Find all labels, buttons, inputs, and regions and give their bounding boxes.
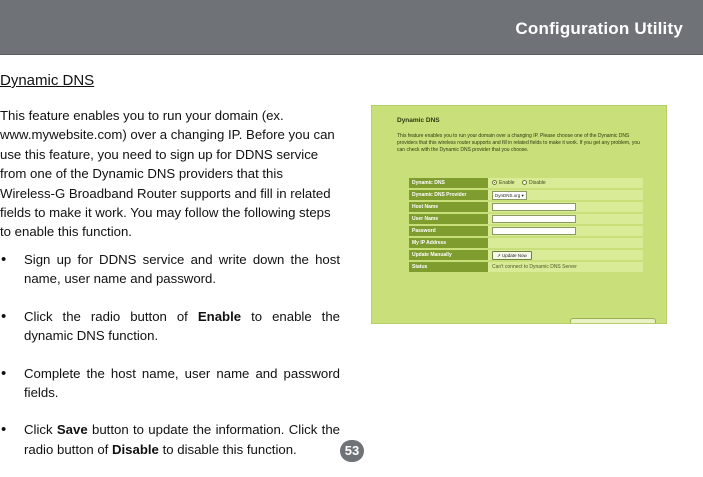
user-name-label: User Name: [409, 214, 488, 224]
table-row: [409, 190, 643, 200]
step-bold: Disable: [111, 441, 159, 457]
table-row: [409, 250, 643, 260]
step-item: [0, 420, 340, 459]
password-label: Password: [409, 226, 488, 236]
step-item: [0, 250, 340, 289]
status-label: Status: [409, 262, 488, 272]
bullet-icon: •: [1, 364, 7, 382]
step-text: Sign up for DDNS service and write down the host name, user name and password.: [24, 252, 340, 287]
enable-radio-label: Enable: [499, 179, 515, 186]
disable-radio-label: Disable: [528, 179, 546, 186]
table-row: [409, 238, 643, 248]
status-value: Can't connect to Dynamic DNS Server: [488, 262, 643, 272]
page-header: [0, 0, 703, 55]
ddns-screenshot: [371, 105, 667, 324]
user-name-value: [488, 214, 643, 224]
step-text: Click: [24, 422, 57, 438]
provider-value: [488, 190, 643, 200]
dynamic-dns-label: Dynamic DNS: [409, 178, 488, 188]
update-manually-label: Update Manually: [409, 250, 488, 260]
step-item: [0, 364, 340, 403]
update-manually-value: [488, 250, 643, 260]
enable-radio[interactable]: [492, 180, 497, 185]
chevron-down-icon: ▾: [521, 192, 524, 198]
my-ip-value: [488, 238, 643, 248]
bullet-icon: •: [1, 421, 7, 439]
step-text: Complete the host name, user name and password fields.: [24, 365, 340, 401]
dynamic-dns-value: [488, 178, 643, 188]
password-input[interactable]: [492, 227, 576, 235]
update-now-button[interactable]: [492, 251, 532, 260]
section-title: Dynamic DNS: [0, 72, 95, 89]
screenshot-title: Dynamic DNS: [397, 117, 440, 124]
step-bold: Enable: [197, 308, 242, 324]
screenshot-description: This feature enables you to run your domain over a changing IP. Please choose one of the Dynamic DNS providers that this wireless router supports and fill in related fields to make it work. If you get any problem, you can check with the Dynamic DNS provider that you choose.: [397, 133, 640, 153]
step-text: button to update the information. Click the radio button of: [24, 422, 340, 457]
table-row: [409, 226, 643, 236]
host-name-value: [488, 202, 643, 212]
provider-select[interactable]: [492, 191, 527, 200]
password-value: [488, 226, 643, 236]
host-name-input[interactable]: [492, 203, 576, 211]
steps-list: [0, 250, 340, 477]
provider-label: Dynamic DNS Provider: [409, 190, 488, 200]
table-row: [409, 202, 643, 212]
disable-radio[interactable]: [522, 180, 527, 185]
step-item: [0, 307, 340, 346]
page-number-badge: 53: [340, 440, 364, 462]
arrow-icon: ➚: [497, 252, 501, 258]
table-row: [409, 262, 643, 272]
bullet-icon: •: [1, 251, 7, 268]
step-text: to disable this function.: [158, 441, 297, 457]
table-row: [409, 178, 643, 188]
user-name-input[interactable]: [492, 215, 576, 223]
table-row: [409, 214, 643, 224]
bullet-icon: •: [1, 307, 7, 325]
step-text: to enable the dynamic DNS function.: [24, 308, 340, 344]
host-name-label: Host Name: [409, 202, 488, 212]
screenshot-footer-button[interactable]: [570, 318, 656, 324]
intro-paragraph: This feature enables you to run your domain (ex. www.mywebsite.com) over a changing IP. Before you can use this feature, you need to sign up for DDNS service from one of the Dynamic DNS providers that this Wireless-G Broadband Router supports and fill in related fields to make it work. You may follow the following steps to enable this function.: [0, 108, 335, 240]
ddns-settings-table: [409, 176, 643, 274]
my-ip-label: My IP Address: [409, 238, 488, 248]
header-title: Configuration Utility: [515, 19, 683, 38]
step-text: Click the radio button of: [24, 308, 198, 324]
step-bold: Save: [56, 422, 88, 438]
update-now-label: Update Now: [502, 252, 527, 258]
provider-selected: DynDNS.org: [495, 192, 521, 198]
